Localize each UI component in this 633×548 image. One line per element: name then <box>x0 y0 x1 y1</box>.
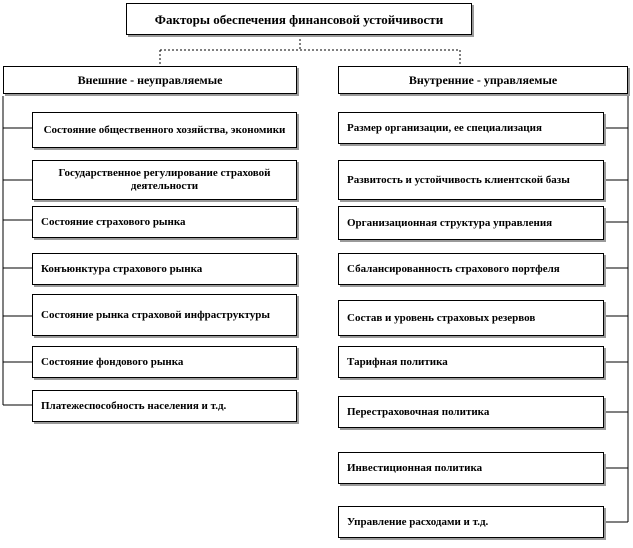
internal-factor-3-label: Организационная структура управления <box>347 216 553 229</box>
internal-factor-9 <box>338 506 604 538</box>
external-factor-3 <box>32 206 297 238</box>
internal-factor-7-label: Перестраховочная политика <box>347 405 490 418</box>
internal-factors-header-text: Внутренние - управляемые <box>408 72 558 87</box>
external-factor-4 <box>32 253 297 285</box>
internal-factor-8 <box>338 452 604 484</box>
external-factor-7-label: Платежеспособность населения и т.д. <box>41 399 227 412</box>
internal-factor-9-label: Управление расходами и т.д. <box>347 515 489 528</box>
external-factor-1 <box>32 112 297 148</box>
external-factors-header-text: Внешние - неуправляемые <box>77 72 223 87</box>
internal-factor-2 <box>338 160 604 200</box>
external-factor-1-label: Состояние общественного хозяйства, экономики <box>43 123 286 136</box>
diagram-title-text: Факторы обеспечения финансовой устойчивости <box>154 11 444 27</box>
internal-factor-6 <box>338 346 604 378</box>
internal-factor-5 <box>338 300 604 336</box>
internal-factor-1 <box>338 112 604 144</box>
external-factor-5-label: Состояние рынка страховой инфраструктуры <box>41 308 270 321</box>
internal-factor-6-label: Тарифная политика <box>347 355 448 368</box>
diagram-title <box>126 3 472 35</box>
internal-factor-5-label: Состав и уровень страховых резервов <box>347 311 536 324</box>
external-factor-2 <box>32 160 297 200</box>
internal-factor-3 <box>338 206 604 240</box>
internal-factor-2-label: Развитость и устойчивость клиентской базы <box>347 173 570 186</box>
external-factor-4-label: Конъюнктура страхового рынка <box>41 262 203 275</box>
external-factor-6-label: Состояние фондового рынка <box>41 355 184 368</box>
external-factor-7 <box>32 390 297 422</box>
external-factor-6 <box>32 346 297 378</box>
external-factor-2-label: Государственное регулирование страховой деятельности <box>58 167 271 192</box>
internal-factors-header <box>338 66 628 94</box>
internal-factor-7 <box>338 396 604 428</box>
external-factor-3-label: Состояние страхового рынка <box>41 215 186 228</box>
internal-factor-1-label: Размер организации, ее специализация <box>347 121 542 134</box>
external-factor-5 <box>32 294 297 336</box>
internal-factor-4 <box>338 253 604 285</box>
external-factors-header <box>3 66 297 94</box>
internal-factor-4-label: Сбалансированность страхового портфеля <box>347 262 560 275</box>
internal-factor-8-label: Инвестиционная политика <box>347 461 483 474</box>
